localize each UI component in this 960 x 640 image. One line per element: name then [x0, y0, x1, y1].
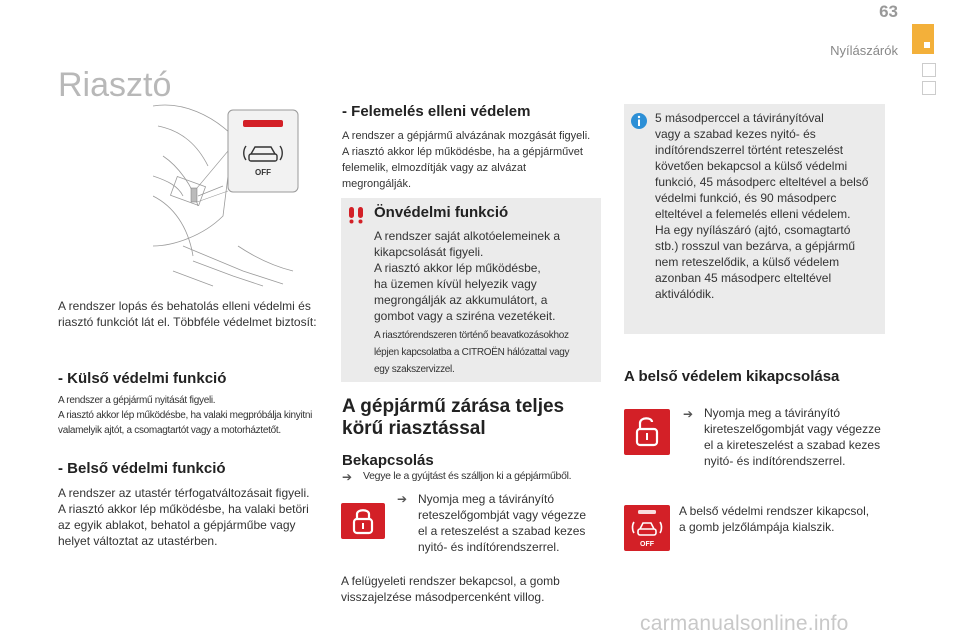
activation-result-line: A felügyeleti rendszer bekapcsol, a gomb	[341, 574, 560, 588]
info-line: aktiválódik.	[655, 287, 715, 301]
felemeles-line: megrongálják.	[342, 178, 412, 190]
info-line: stb.) rosszul van bezárva, a gépjármű	[655, 239, 856, 253]
intro-text: A rendszer lopás és behatolás elleni védelmi és riasztó funkciót lát el. Többféle védelmet biztosít:	[58, 299, 317, 329]
off-label: OFF	[255, 168, 271, 177]
info-icon	[630, 112, 648, 130]
kulso-heading: - Külső védelmi funkció	[58, 370, 227, 387]
kikapcs-heading: A belső védelem kikapcsolása	[624, 368, 840, 385]
onvedelmi-line: A riasztó akkor lép működésbe,	[374, 261, 541, 275]
dashboard-alarm-button-illustration	[153, 96, 319, 288]
info-line: funkció, 45 másodperc elteltével a belső	[655, 175, 869, 189]
unlock-icon	[624, 409, 670, 455]
bekapcsolas-heading: Bekapcsolás	[342, 452, 434, 469]
lock-instruction-line: el a reteszelést a szabad kezes	[418, 524, 586, 538]
section-title: Nyílászárók	[830, 43, 898, 58]
deactivation-result-line: a gomb jelzőlámpája kialszik.	[679, 520, 835, 534]
page-title: Riasztó	[58, 66, 172, 104]
belso-heading: - Belső védelmi funkció	[58, 460, 226, 477]
onvedelmi-heading: Önvédelmi funkció	[374, 204, 509, 221]
onvedelmi-box	[341, 198, 601, 382]
lock-instruction-line: Nyomja meg a távirányító	[418, 492, 555, 506]
kulso-line: A rendszer a gépjármű nyitását figyeli.	[58, 395, 216, 406]
info-line: védelmi funkció, és 90 másodperc	[655, 191, 837, 205]
onvedelmi-note: egy szakszervizzel.	[374, 364, 455, 375]
kulso-line: valamelyik ajtót, a csomagtartót vagy a motorháztetőt.	[58, 425, 281, 436]
section-tab-empty	[922, 63, 936, 77]
onvedelmi-note: A riasztórendszeren történő beavatkozásokhoz	[374, 330, 569, 341]
bekapcsolas-bullet: Vegye le a gyújtást és szálljon ki a gépjárműből.	[363, 470, 572, 482]
unlock-instruction-line: Nyomja meg a távirányító	[704, 406, 841, 420]
zaras-section	[342, 396, 612, 469]
unlock-instruction-line: kireteszelőgombját vagy végezze	[704, 422, 881, 436]
page-number: 63	[879, 2, 898, 21]
car-alarm-off-icon	[624, 505, 670, 551]
onvedelmi-line: kikapcsolását figyeli.	[374, 245, 484, 259]
zaras-heading-line: körű riasztással	[342, 418, 486, 439]
unlock-instruction-line: el a kireteszelést a szabad kezes	[704, 438, 881, 452]
info-line: 5 másodperccel a távirányítóval	[655, 111, 824, 125]
info-line: elteltével a felemelés elleni védelem.	[655, 207, 851, 221]
zaras-heading-line: A gépjármű zárása teljes	[342, 396, 565, 417]
unlock-button-icon	[624, 409, 670, 455]
lock-instruction-line: nyitó- és indítórendszerrel.	[418, 540, 560, 554]
onvedelmi-line: megrongálják az akkumulátort, a	[374, 293, 548, 307]
lock-button-icon	[341, 503, 385, 539]
unlock-instruction-line: nyitó- és indítórendszerrel.	[704, 454, 846, 468]
info-line: nem reteszelődik, a külső védelem	[655, 255, 840, 269]
info-box	[624, 104, 885, 334]
info-line: azonban 45 másodperc elteltével	[655, 271, 832, 285]
watermark: carmanualsonline.info	[640, 612, 849, 635]
activation-result-line: visszajelzése másodpercenként villog.	[341, 590, 545, 604]
section-tab-empty	[922, 81, 936, 95]
info-line: vagy a szabad kezes nyitó- és	[655, 127, 816, 141]
kulso-line: A riasztó akkor lép működésbe, ha valaki megpróbálja kinyitni	[58, 410, 313, 421]
belso-line: helyet változtat az utastérben.	[58, 534, 218, 548]
bullet-icon: ➔	[397, 492, 408, 506]
onvedelmi-line: gombot vagy a sziréna vezetékeit.	[374, 309, 556, 323]
lock-instruction-line: reteszelőgombját vagy végezze	[418, 508, 587, 522]
bullet-icon: ➔	[342, 470, 353, 484]
section-tab	[912, 24, 934, 54]
onvedelmi-line: A rendszer saját alkotóelemeinek a	[374, 229, 561, 243]
info-line: Ha egy nyílászáró (ajtó, csomagtartó	[655, 223, 851, 237]
info-line: indítórendszerrel történt reteszelést	[655, 143, 844, 157]
felemeles-line: A riasztó akkor lép működésbe, ha a gépjárművet	[342, 146, 583, 158]
belso-section	[58, 460, 328, 549]
onvedelmi-note: lépjen kapcsolatba a CITROËN hálózattal vagy	[374, 347, 570, 358]
deactivation-result-line: A belső védelmi rendszer kikapcsol,	[679, 504, 870, 518]
kulso-section	[58, 370, 328, 438]
info-line: követően bekapcsol a külső védelmi	[655, 159, 848, 173]
belso-line: A riasztó akkor lép működésbe, ha valaki betöri	[58, 502, 309, 516]
felemeles-heading: - Felemelés elleni védelem	[342, 103, 531, 120]
felemeles-section	[342, 103, 612, 192]
bullet-icon: ➔	[683, 407, 694, 421]
felemeles-line: A rendszer a gépjármű alvázának mozgását figyeli.	[342, 130, 591, 142]
felemeles-line: felemelik, elmozdítják vagy az alvázat	[342, 162, 527, 174]
belso-line: A rendszer az utastér térfogatváltozásait figyeli.	[58, 486, 310, 500]
onvedelmi-line: ha üzemen kívül helyezik vagy	[374, 277, 537, 291]
belso-line: az egyik ablakot, behatol a gépjárműbe vagy	[58, 518, 296, 532]
off-label: OFF	[640, 541, 654, 548]
lock-icon	[341, 503, 385, 539]
alarm-off-button-icon	[624, 505, 670, 551]
warning-icon	[347, 206, 365, 224]
